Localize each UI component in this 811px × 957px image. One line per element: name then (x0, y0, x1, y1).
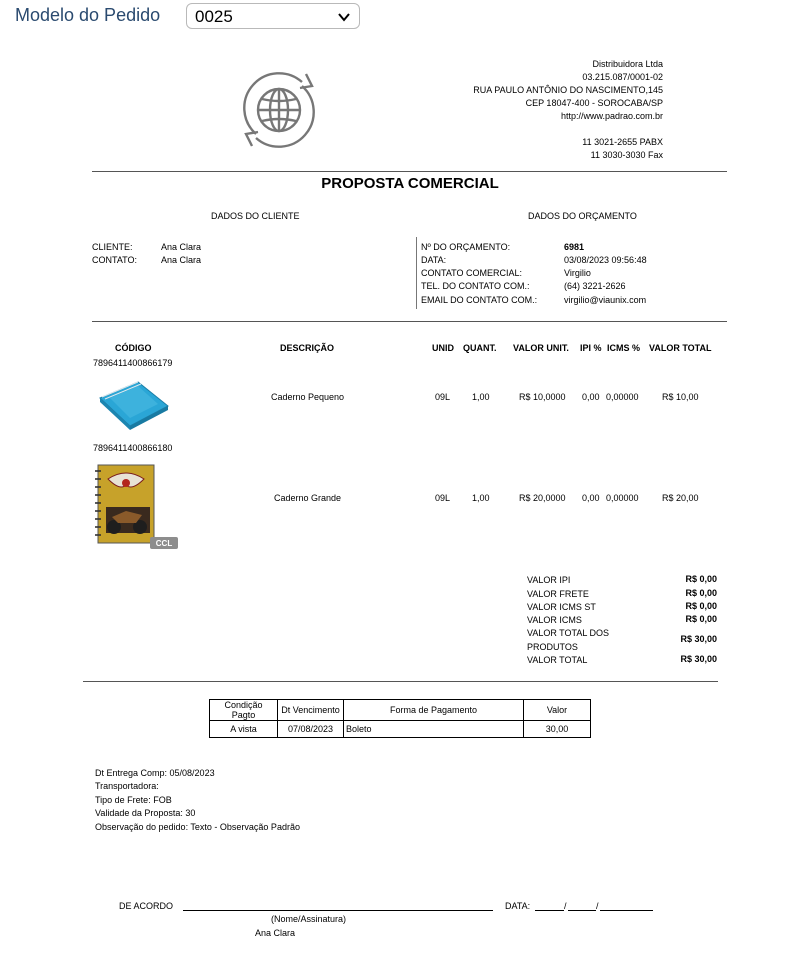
table-row (210, 721, 591, 738)
budget-section-title: DADOS DO ORÇAMENTO (528, 211, 637, 221)
budget-tel-value: (64) 3221-2626 (564, 281, 626, 291)
divider (92, 321, 727, 322)
total-ipi-value: R$ 0,00 (685, 574, 717, 584)
proposal-validity: Validade da Proposta: 30 (95, 808, 196, 819)
document-title: PROPOSTA COMERCIAL (321, 175, 499, 192)
contact-value: Ana Clara (161, 255, 202, 265)
item-description: Caderno Pequeno (271, 392, 345, 402)
client-section-title: DADOS DO CLIENTE (211, 211, 300, 221)
company-cep: CEP 18047-400 - SOROCABA/SP (525, 98, 663, 108)
col-icms: ICMS % (607, 343, 641, 353)
date-separator: / (596, 901, 599, 911)
table-row (210, 700, 591, 721)
payment-header-method: Forma de Pagamento (344, 700, 524, 721)
total-icms-label: VALOR ICMS (527, 615, 582, 625)
payment-due-date: 07/08/2023 (278, 721, 344, 738)
total-frete-label: VALOR FRETE (527, 589, 589, 599)
divider (92, 171, 727, 172)
carrier: Transportadora: (95, 781, 159, 792)
notebook-large-image (92, 461, 182, 553)
payment-method: Boleto (344, 721, 524, 738)
budget-contact-label: CONTATO COMERCIAL: (421, 268, 523, 278)
client-value: Ana Clara (161, 242, 202, 252)
item-unit-value: R$ 10,0000 (519, 392, 566, 402)
total-icms-st-value: R$ 0,00 (685, 601, 717, 611)
company-name: Distribuidora Ltda (592, 59, 663, 69)
total-frete-value: R$ 0,00 (685, 588, 717, 598)
col-ipi: IPI % (580, 343, 602, 353)
contact-label: CONTATO: (92, 255, 137, 265)
col-description: DESCRIÇÃO (280, 343, 335, 353)
signature-line (183, 910, 493, 911)
agree-label: DE ACORDO (119, 901, 174, 911)
svg-text:CCL: CCL (155, 539, 173, 548)
total-icms-st-label: VALOR ICMS ST (527, 602, 596, 612)
company-info (473, 58, 663, 162)
item-description: Caderno Grande (274, 493, 342, 503)
date-separator: / (564, 901, 567, 911)
payment-header-condition: Condição Pagto (210, 700, 278, 721)
delivery-date: Dt Entrega Comp: 05/08/2023 (95, 768, 215, 778)
date-day-line (535, 910, 564, 911)
divider (83, 681, 718, 682)
col-unit: UNID (432, 343, 454, 353)
budget-divider (416, 237, 417, 309)
budget-date-value: 03/08/2023 09:56:48 (564, 255, 647, 265)
payment-condition: A vista (210, 721, 278, 738)
payment-value: 30,00 (524, 721, 591, 738)
budget-number-label: Nº DO ORÇAMENTO: (421, 242, 511, 252)
globe-sync-logo-icon (236, 66, 322, 154)
budget-number-value: 6981 (564, 242, 585, 252)
item-qty: 1,00 (472, 493, 490, 503)
chevron-down-icon (337, 10, 351, 24)
budget-email-label: EMAIL DO CONTATO COM.: (421, 295, 538, 305)
item-icms: 0,00000 (606, 493, 639, 503)
total-icms-value: R$ 0,00 (685, 614, 717, 624)
company-cnpj: 03.215.087/0001-02 (582, 72, 663, 82)
company-address: RUA PAULO ANTÔNIO DO NASCIMENTO,145 (473, 85, 663, 95)
date-label: DATA: (505, 901, 531, 911)
company-phone-pabx: 11 3021-2655 PABX (582, 137, 663, 147)
signature-hint: (Nome/Assinatura) (271, 914, 347, 924)
company-site: http://www.padrao.com.br (560, 111, 663, 121)
payment-header-value: Valor (524, 700, 591, 721)
notebook-small-image (96, 376, 170, 432)
order-notes (95, 767, 300, 834)
company-phone-fax: 11 3030-3030 Fax (590, 150, 663, 160)
total-products-label-2: PRODUTOS (527, 642, 578, 652)
item-ipi: 0,00 (582, 392, 600, 402)
signer-name: Ana Clara (255, 928, 296, 938)
order-observation: Observação do pedido: Texto - Observação Padrão (95, 821, 300, 832)
model-select-value: 0025 (195, 7, 233, 26)
payment-table (209, 699, 591, 738)
item-qty: 1,00 (472, 392, 490, 402)
col-qty: QUANT. (463, 343, 497, 353)
date-year-line (600, 910, 653, 911)
item-unit: 09L (435, 392, 451, 402)
budget-contact-value: Virgilio (564, 268, 591, 278)
total-products-value: R$ 30,00 (680, 634, 717, 644)
client-label: CLIENTE: (92, 242, 133, 252)
item-icms: 0,00000 (606, 392, 639, 402)
grand-total-value: R$ 30,00 (680, 654, 717, 664)
total-products-label-1: VALOR TOTAL DOS (527, 628, 610, 638)
item-code: 7896411400866179 (93, 358, 173, 368)
item-unit-value: R$ 20,0000 (519, 493, 566, 503)
item-code: 7896411400866180 (93, 443, 173, 453)
col-total: VALOR TOTAL (649, 343, 712, 353)
item-total: R$ 10,00 (662, 392, 699, 402)
item-unit: 09L (435, 493, 451, 503)
budget-tel-label: TEL. DO CONTATO COM.: (421, 281, 530, 291)
grand-total-label: VALOR TOTAL (527, 655, 588, 665)
col-unit-value: VALOR UNIT. (513, 343, 569, 353)
budget-email-value: virgilio@viaunix.com (564, 295, 647, 305)
item-ipi: 0,00 (582, 493, 600, 503)
col-code: CÓDIGO (115, 343, 152, 353)
payment-header-due-date: Dt Vencimento (278, 700, 344, 721)
freight-type: Tipo de Frete: FOB (95, 794, 172, 805)
item-total: R$ 20,00 (662, 493, 699, 503)
total-ipi-label: VALOR IPI (527, 575, 571, 585)
date-month-line (568, 910, 596, 911)
model-label: Modelo do Pedido (15, 5, 161, 25)
model-select[interactable] (186, 3, 360, 29)
budget-date-label: DATA: (421, 255, 447, 265)
